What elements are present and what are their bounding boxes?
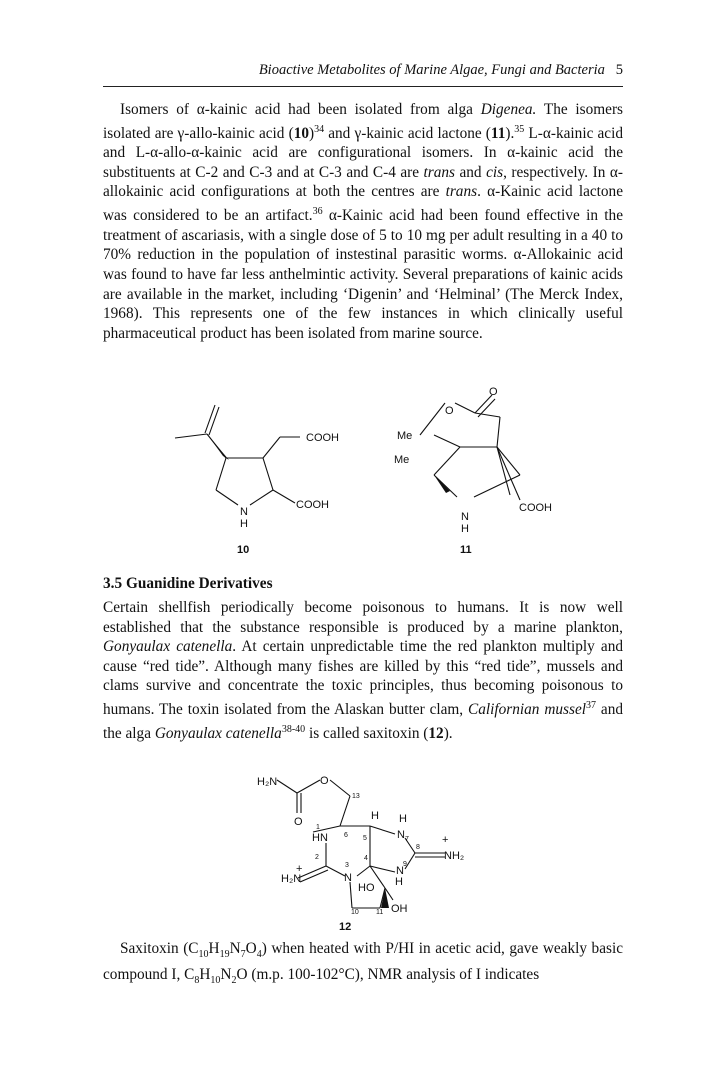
nh2-label: NH₂ [444, 850, 465, 862]
o-carbonyl-label: O [489, 386, 498, 398]
n3-label: N [344, 872, 352, 884]
h-label-10: H [240, 518, 248, 530]
c4-number: 4 [364, 855, 368, 862]
compound-label-10: 10 [237, 544, 250, 556]
h9-label: H [395, 876, 403, 888]
n-label-11: N [461, 511, 469, 523]
c10-number: 10 [351, 909, 359, 916]
n7-label: N [397, 829, 405, 841]
cooh-top-label: COOH [306, 432, 339, 444]
o-carbonyl-label-12: O [294, 816, 303, 828]
running-title: Bioactive Metabolites of Marine Algae, Fungi and Bacteria [258, 62, 605, 78]
c2-number: 2 [315, 854, 319, 861]
section-heading: 3.5 Guanidine Derivatives [103, 575, 273, 592]
o-ring-label: O [445, 405, 454, 417]
plus-sign-b: + [296, 863, 303, 875]
n1-number: 1 [316, 824, 320, 831]
h2n-top-label: H₂N [257, 776, 278, 788]
paragraph-saxitoxin-formula: Saxitoxin $(C_{10}H_{19}N_7O_4)$ when heated with P/HI in acetic acid, gave weakly basic compound I, $C_8H_{10}N_2O$ (m.p. 100-102°C), NMR analysis of I indicates [103, 940, 623, 986]
c8-number: 8 [416, 844, 420, 851]
cooh-label-11: COOH [519, 502, 552, 514]
c6-number: 6 [344, 832, 348, 839]
figure-kainic-structures [0, 386, 725, 565]
o-ether-label: O [320, 775, 329, 787]
plus-sign-a: + [442, 834, 449, 846]
h-label-a: H [371, 810, 379, 822]
n7-number: 7 [405, 836, 409, 843]
figure-saxitoxin-structure [0, 768, 725, 938]
header-rule [103, 86, 623, 87]
h2n-plus-label: H₂N [281, 873, 302, 885]
c11-number: 11 [376, 909, 384, 916]
page-number: 5 [615, 62, 623, 78]
oh-label: OH [391, 903, 408, 915]
n-label-10: N [240, 506, 248, 518]
paragraph-kainic-acid: Isomers of α-kainic acid had been isolated from alga Digenea. The isomers isolated are γ-allo-kainic acid $(10)^{34}$ and γ-kainic acid lactone (11).$^{35}$ L-α-kainic acid and L-α-allo-α-kainic acid are configurational isomers. In α-kainic acid the substituents at C-2 and C-3 and at C-3 and C-4 are trans and cis, respectively. In α-allokainic acid configurations at both the centres are trans. α-Kainic acid lactone was considered to be an artifact.$^{36}$ α-Kainic acid had been found effective in the treatment of ascariasis, with a single dose of 5 to 10 mg per adult resulting in a 40 to 70% reduction in the population of instestinal parasitic worms. α-Allokainic acid was found to have far less anthelmintic activity. Several preparations of kainic acids are available in the market, including ‘Digenin’ and ‘Helminal’ (The Merck Index, 1968). This represents one of the few instances in which clinically useful pharmaceutical product has been isolated from marine source. [103, 101, 623, 342]
c5-number: 5 [363, 835, 367, 842]
me-label-1: Me [397, 430, 413, 442]
h-label-b: H [399, 813, 407, 825]
cooh-label-10: COOH [296, 499, 329, 511]
running-header [103, 62, 623, 79]
n3-number: 3 [345, 862, 349, 869]
me-label-2: Me [394, 454, 410, 466]
hn-label: HN [312, 832, 328, 844]
c13-label: 13 [352, 793, 360, 800]
h-label-11: H [461, 523, 469, 535]
compound-label-12: 12 [339, 921, 352, 933]
n9-number: 9 [403, 861, 407, 868]
paragraph-saxitoxin: Certain shellfish periodically become poisonous to humans. It is now well established that the substance responsible is produced by a marine plankton, Gonyaulax catenella. At certain unpredictable time the red plankton multiply and cause “red tide”. Although many fishes are killed by this “red tide”, mussels and clams survive and concentrate the toxic principles, thus becoming poisonous to humans. The toxin isolated from the Alaskan butter clam, Californian mussel$^{37}$ and the alga Gonyaulax catenella$^{38-40}$ is called saxitoxin (12). [103, 599, 623, 742]
compound-label-11: 11 [460, 544, 472, 556]
n9-label: N [396, 865, 404, 877]
ho-label: HO [358, 882, 375, 894]
